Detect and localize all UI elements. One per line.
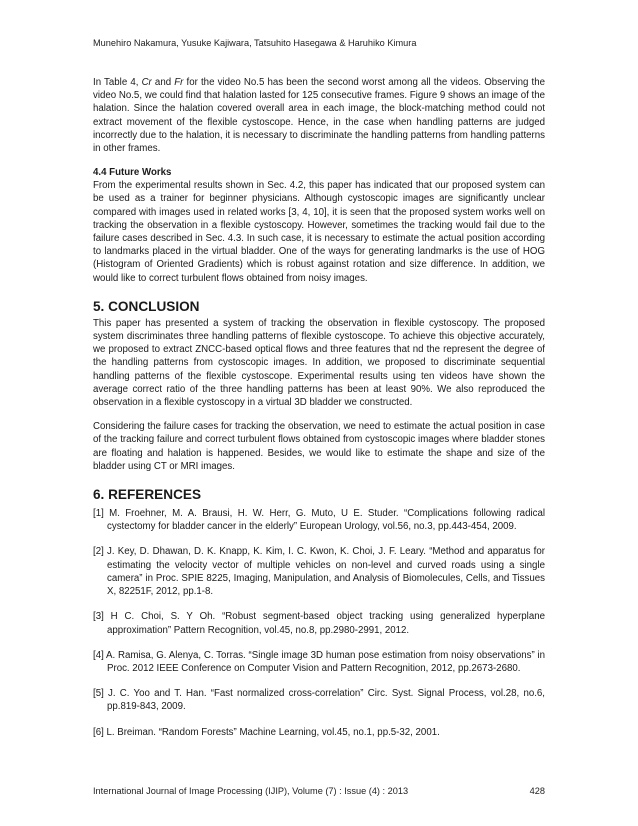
footer-journal: International Journal of Image Processing (IJIP), Volume (7) : Issue (4) : 2013 xyxy=(93,786,409,796)
future-works-paragraph: From the experimental results shown in Sec. 4.2, this paper has indicated that our proposed system can be used as a trainer for beginner physicians. Although cystoscopic images are significantly unclear compared with images used in related works [3, 4, 10], it is seen that the proposed system works well on tracking the observation in a flexible cystoscopy. However, sometimes the tracking would fail due to the failure cases described in Sec. 4.3. In such case, it is necessary to estimate the actual position according to landmarks placed in the virtual bladder. One of the ways for generating landmarks is the use of HOG (Histogram of Oriented Gradients) which is robust against rotation and size difference. In addition, we would like to correct turbulent flows obtained from noisy images. xyxy=(93,180,545,284)
conclusion-paragraph-2: Considering the failure cases for tracking the observation, we need to estimate the actual position in case of the tracking failure and correct turbulent flows obtained from cystoscopic images where bladder stones are floating and halation is happened. Besides, we would like to estimate the shape and size of the bladder using CT or MRI images. xyxy=(93,421,545,472)
intro-paragraph: In Table 4, Cr and Fr for the video No.5 has been the second worst among all the videos. Observing the video No.5, we could find that halation lasted for 125 consecutive frames. Figure 9 shows an image of the halation. Since the halation covered overall area in each image, the block-matching method could not extract movement of the flexible cystoscope. Hence, in the case when handling patterns are judged incorrectly due to the halation, it is necessary to discriminate the handling patterns from handling patterns in other frames. xyxy=(93,77,546,155)
cr-variable: Cr xyxy=(141,77,152,88)
fr-variable: Fr xyxy=(174,77,184,88)
reference-list xyxy=(93,507,545,739)
reference-item: [3] H C. Choi, S. Y Oh. “Robust segment-based object tracking using generalized hyperplane approximation” Pattern Recognition, vol.45, no.8, pp.2980-2991, 2012. xyxy=(93,611,545,636)
reference-item: [5] J. C. Yoo and T. Han. “Fast normalized cross-correlation” Circ. Syst. Signal Process, vol.28, no.6, pp.819-843, 2009. xyxy=(93,688,545,713)
conclusion-heading: 5. CONCLUSION xyxy=(93,298,200,314)
future-works-heading: 4.4 Future Works xyxy=(93,167,172,179)
running-head-authors: Munehiro Nakamura, Yusuke Kajiwara, Tatsuhito Hasegawa & Haruhiko Kimura xyxy=(93,38,417,48)
conclusion-paragraph-1: This paper has presented a system of tracking the observation in flexible cystoscopy. The proposed system discriminates three handling patterns of flexible cystoscope. To achieve this objective accurately, we proposed to extract ZNCC-based optical flows and three features that nd the represent the degree of the handling patterns from cystoscopic images. In addition, we proposed to discriminate sequential handling patterns of the flexible cystoscope. Experimental results using ten videos have shown the average correct ratio of the three handling patterns has been at least 90%. We also reproduced the observation in a flexible cystoscopy in a virtual 3D bladder we constructed. xyxy=(93,317,545,409)
reference-item: [1] M. Froehner, M. A. Brausi, H. W. Herr, G. Muto, U E. Studer. “Complications following radical cystectomy for bladder cancer in the elderly” European Urology, vol.56, no.3, pp.443-454, 2009. xyxy=(93,508,545,533)
page-number: 428 xyxy=(529,786,545,796)
page-footer xyxy=(93,786,545,796)
references-heading: 6. REFERENCES xyxy=(93,487,202,503)
reference-item: [6] L. Breiman. “Random Forests” Machine Learning, vol.45, no.1, pp.5-32, 2001. xyxy=(93,726,440,738)
reference-item: [2] J. Key, D. Dhawan, D. K. Knapp, K. Kim, I. C. Kwon, K. Choi, J. F. Leary. “Method and apparatus for estimating the velocity vector of multiple vehicles on non-level and curved roads using a single camera” in Proc. SPIE 8225, Imaging, Manipulation, and Analysis of Biomolecules, Cells, and Tissues X, 82251F, 2012, pp.1-8. xyxy=(93,546,545,598)
body-content xyxy=(93,76,545,751)
reference-item: [4] A. Ramisa, G. Alenya, C. Torras. “Single image 3D human pose estimation from noisy observations” in Proc. 2012 IEEE Conference on Computer Vision and Pattern Recognition, 2012, pp.2673-2680. xyxy=(93,649,545,674)
